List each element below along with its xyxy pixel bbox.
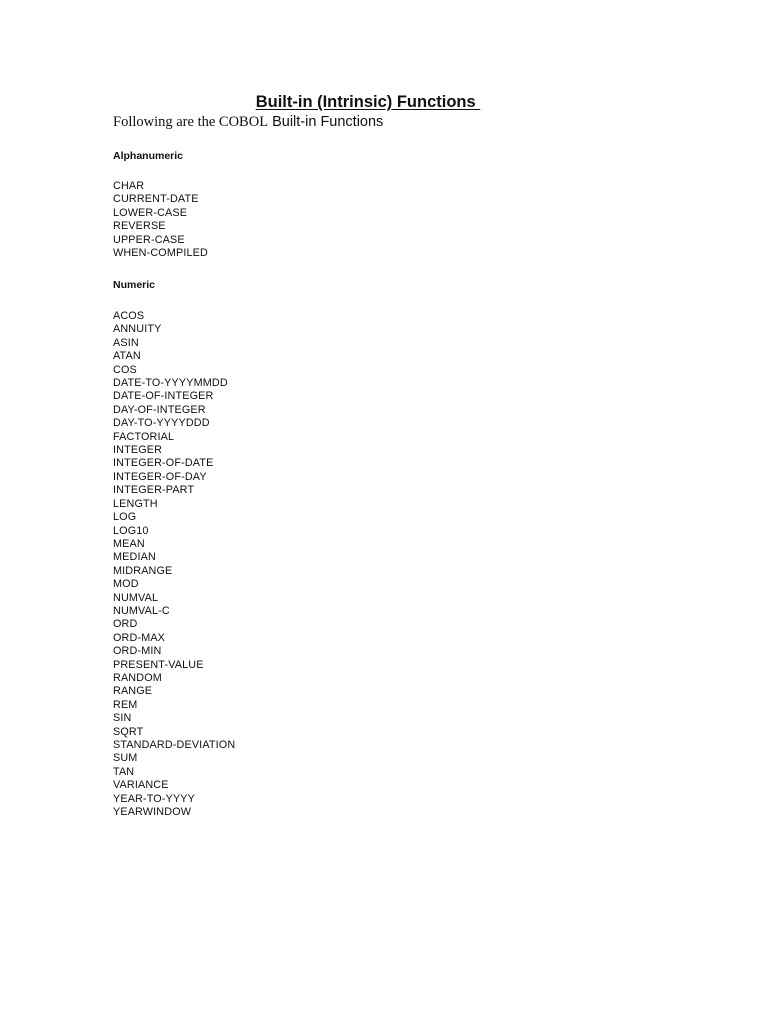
list-item: REVERSE bbox=[113, 220, 166, 233]
list-item: INTEGER-OF-DAY bbox=[113, 470, 207, 483]
list-item: WHEN-COMPILED bbox=[113, 247, 208, 260]
list-item: DATE-TO-YYYYMMDD bbox=[113, 377, 228, 390]
list-item: DATE-OF-INTEGER bbox=[113, 390, 214, 403]
list-item: PRESENT-VALUE bbox=[113, 658, 204, 671]
list-item: SQRT bbox=[113, 725, 144, 738]
list-item: INTEGER-OF-DATE bbox=[113, 457, 214, 470]
list-item: LOWER-CASE bbox=[113, 206, 188, 219]
list-item: NUMVAL-C bbox=[113, 604, 170, 617]
list-item: NUMVAL bbox=[113, 591, 159, 604]
numeric-function-list bbox=[113, 310, 235, 819]
intro-sentence bbox=[113, 114, 383, 131]
list-item: LOG10 bbox=[113, 524, 149, 537]
page-title: Built-in (Intrinsic) Functions bbox=[255, 93, 481, 111]
list-item: STANDARD-DEVIATION bbox=[113, 739, 236, 751]
intro-lead-text: Following are the COBOL bbox=[113, 114, 269, 130]
list-item: ORD bbox=[113, 618, 138, 631]
list-item: MEAN bbox=[113, 537, 145, 550]
list-item: RANDOM bbox=[113, 671, 162, 684]
list-item: INTEGER bbox=[113, 444, 163, 457]
list-item: ORD-MAX bbox=[113, 631, 166, 644]
list-item: UPPER-CASE bbox=[113, 233, 185, 246]
intro-tail-text: Built-in Functions bbox=[268, 114, 384, 130]
list-item: SIN bbox=[113, 712, 132, 725]
section-heading-numeric: Numeric bbox=[113, 279, 156, 291]
list-item: ATAN bbox=[113, 350, 141, 363]
list-item: CHAR bbox=[113, 180, 145, 192]
list-item: YEAR-TO-YYYY bbox=[113, 792, 195, 805]
list-item: ORD-MIN bbox=[113, 645, 162, 658]
list-item: SUM bbox=[113, 752, 138, 765]
list-item: INTEGER-PART bbox=[113, 484, 195, 497]
list-item: COS bbox=[113, 363, 137, 376]
list-item: DAY-TO-YYYYDDD bbox=[113, 417, 210, 430]
list-item: CURRENT-DATE bbox=[113, 193, 199, 206]
alphanumeric-function-list bbox=[113, 180, 208, 260]
list-item: MEDIAN bbox=[113, 551, 156, 564]
list-item: VARIANCE bbox=[113, 779, 169, 792]
list-item: RANGE bbox=[113, 685, 153, 698]
list-item: REM bbox=[113, 698, 138, 711]
list-item: FACTORIAL bbox=[113, 430, 175, 443]
list-item: DAY-OF-INTEGER bbox=[113, 403, 206, 416]
list-item: MOD bbox=[113, 578, 139, 591]
list-item: LENGTH bbox=[113, 497, 158, 510]
list-item: YEARWINDOW bbox=[113, 806, 192, 819]
list-item: LOG bbox=[113, 511, 137, 524]
list-item: ASIN bbox=[113, 336, 139, 349]
list-item: ACOS bbox=[113, 310, 145, 322]
list-item: TAN bbox=[113, 765, 135, 778]
list-item: MIDRANGE bbox=[113, 564, 173, 577]
list-item: ANNUITY bbox=[113, 323, 162, 336]
section-heading-alphanumeric: Alphanumeric bbox=[113, 150, 184, 162]
